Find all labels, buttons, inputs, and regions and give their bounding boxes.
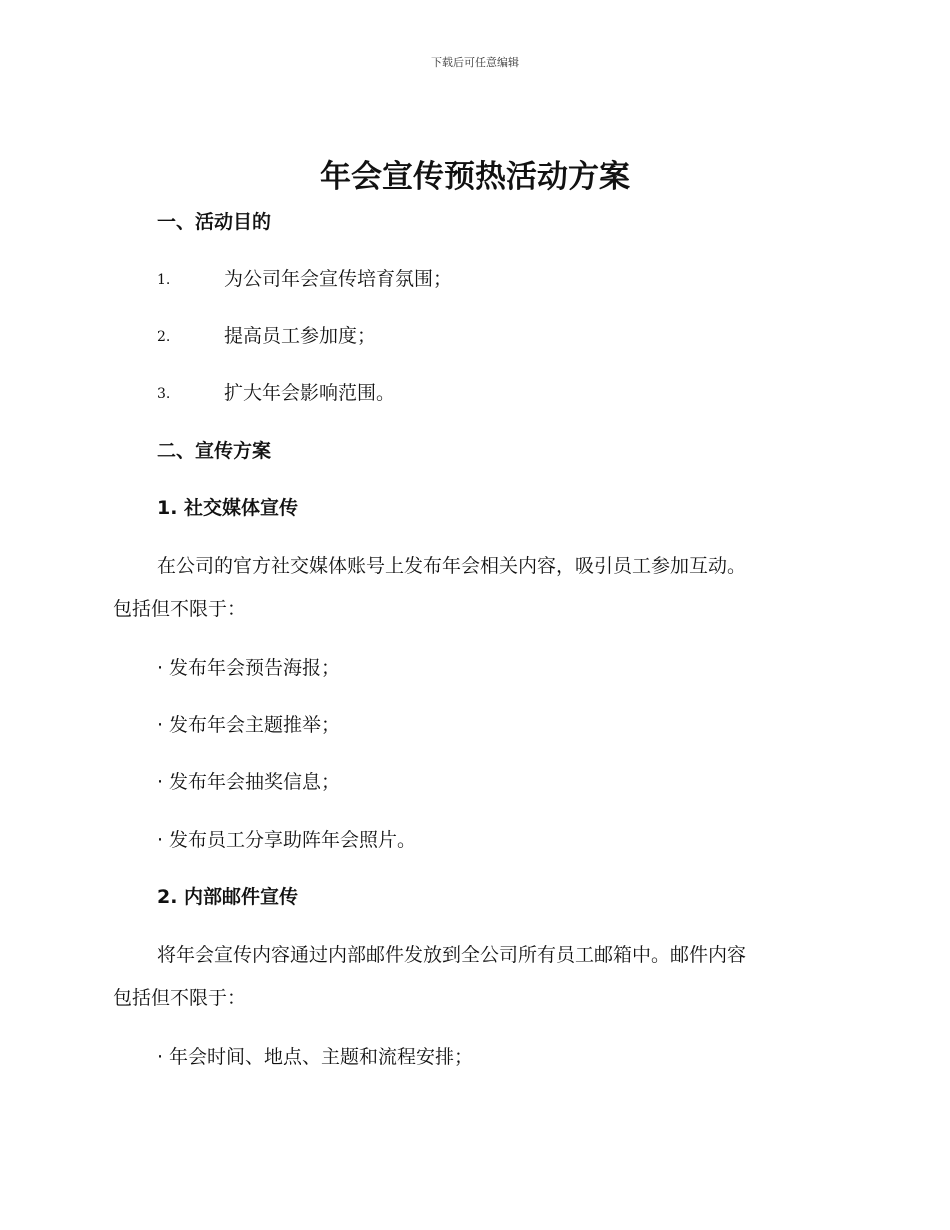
header-note: 下载后可任意编辑 bbox=[431, 56, 519, 69]
list-number: 2. bbox=[157, 329, 171, 345]
bullet-text: 年会时间、地点、主题和流程安排； bbox=[169, 1046, 474, 1068]
bullet-item bbox=[157, 656, 340, 680]
list-number: 1. bbox=[157, 272, 171, 288]
paragraph-line: 包括但不限于： bbox=[113, 598, 247, 620]
subsection-heading-social-media: 1. 社交媒体宣传 bbox=[157, 497, 299, 519]
list-item: 扩大年会影响范围。 bbox=[224, 382, 396, 404]
document-title: 年会宣传预热活动方案 bbox=[320, 159, 630, 195]
bullet-symbol: · bbox=[157, 1046, 164, 1068]
bullet-symbol: · bbox=[157, 657, 164, 679]
bullet-symbol: · bbox=[157, 771, 164, 793]
bullet-text: 发布年会预告海报； bbox=[169, 657, 341, 679]
bullet-text: 发布年会抽奖信息； bbox=[169, 771, 341, 793]
bullet-symbol: · bbox=[157, 829, 164, 851]
list-number: 3. bbox=[157, 386, 171, 402]
paragraph-line: 包括但不限于： bbox=[113, 987, 247, 1009]
bullet-symbol: · bbox=[157, 714, 164, 736]
paragraph-line: 在公司的官方社交媒体账号上发布年会相关内容，吸引员工参加互动。 bbox=[157, 555, 747, 577]
bullet-item bbox=[157, 828, 416, 852]
bullet-item bbox=[157, 1045, 473, 1069]
paragraph-line: 将年会宣传内容通过内部邮件发放到全公司所有员工邮箱中。邮件内容 bbox=[157, 944, 747, 966]
section-heading-plan: 二、宣传方案 bbox=[157, 440, 272, 462]
subsection-heading-internal-email: 2. 内部邮件宣传 bbox=[157, 886, 299, 908]
section-heading-purpose: 一、活动目的 bbox=[157, 211, 272, 233]
list-item: 提高员工参加度； bbox=[224, 325, 377, 347]
bullet-item bbox=[157, 770, 340, 794]
bullet-text: 发布年会主题推举； bbox=[169, 714, 341, 736]
list-item: 为公司年会宣传培育氛围； bbox=[224, 268, 453, 290]
bullet-item bbox=[157, 713, 340, 737]
bullet-text: 发布员工分享助阵年会照片。 bbox=[169, 829, 417, 851]
